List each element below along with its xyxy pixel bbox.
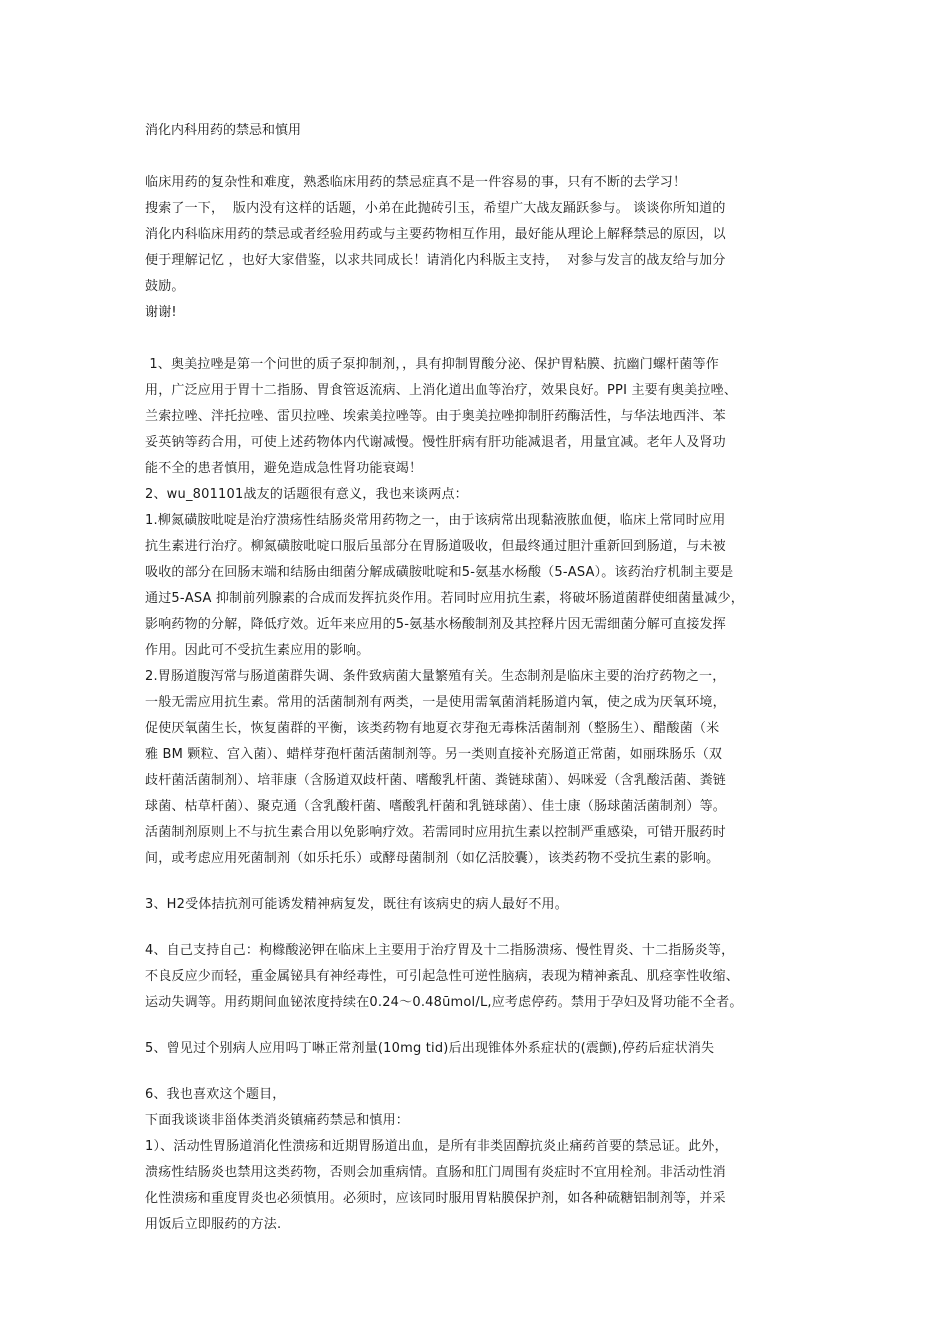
- intro-line: 鼓励。: [145, 279, 185, 294]
- intro-line: 便于理解记忆 ，也好大家借鉴，以求共同成长！请消化内科版主支持， 对参与发言的战友给与加分: [145, 253, 726, 268]
- section1-line: 通过5-ASA 抑制前列腺素的合成而发挥抗炎作用。若同时应用抗生素，将破坏肠道菌群使细菌量减少，: [145, 591, 744, 606]
- section1-line: 雅 BM 颗粒、宫入菌）、蜡样芽孢杆菌活菌制剂等。另一类则直接补充肠道正常菌，如丽珠肠乐（双: [145, 747, 723, 762]
- document-page: [145, 118, 809, 1238]
- section1-line: 兰索拉唑、泮托拉唑、雷贝拉唑、埃索美拉唑等。由于奥美拉唑抑制肝药酶活性，与华法地西泮、苯: [145, 409, 726, 424]
- section4-line: 不良反应少而轻，重金属铋具有神经毒性，可引起急性可逆性脑病，表现为精神紊乱、肌痉挛性收缩、: [145, 969, 740, 984]
- section1-line: 活菌制剂原则上不与抗生素合用以免影响疗效。若需同时应用抗生素以控制严重感染，可错开服药时: [145, 825, 726, 840]
- document-title: 消化内科用药的禁忌和慎用: [145, 123, 302, 138]
- section6-line: 溃疡性结肠炎也禁用这类药物，否则会加重病情。直肠和肛门周围有炎症时不宜用栓剂。非活动性消: [145, 1165, 726, 1180]
- section1-line: 影响药物的分解，降低疗效。近年来应用的5-氨基水杨酸制剂及其控释片因无需细菌分解可直接发挥: [145, 617, 726, 632]
- section6-line: 用饭后立即服药的方法.: [145, 1217, 282, 1232]
- section-6: [145, 1082, 809, 1238]
- section1-line: 能不全的患者慎用，避免造成急性肾功能衰竭！: [145, 461, 423, 476]
- intro-line: 临床用药的复杂性和难度，熟悉临床用药的禁忌症真不是一件容易的事，只有不断的去学习！: [145, 175, 687, 190]
- section1-line: 用，广泛应用于胃十二指肠、胃食管返流病、上消化道出血等治疗，效果良好。PPI 主要有奥美拉唑、: [145, 383, 738, 398]
- section1-line: 2.胃肠道腹泻常与肠道菌群失调、条件致病菌大量繁殖有关。生态制剂是临床主要的治疗药物之一，: [145, 669, 726, 684]
- section1-line: 作用。因此可不受抗生素应用的影响。: [145, 643, 370, 658]
- section6-line: 化性溃疡和重度胃炎也必须慎用。必须时，应该同时服用胃粘膜保护剂，如各种硫糖铝制剂等，并采: [145, 1191, 726, 1206]
- intro-line: 谢谢!: [145, 305, 177, 320]
- section1-line: 一般无需应用抗生素。常用的活菌制剂有两类，一是使用需氧菌消耗肠道内氧，使之成为厌氧环境，: [145, 695, 726, 710]
- section1-line: 妥英钠等药合用，可使上述药物体内代谢减慢。慢性肝病有肝功能减退者，用量宜减。老年人及肾功: [145, 435, 726, 450]
- section1-line: 歧杆菌活菌制剂）、培菲康（含肠道双歧杆菌、嗜酸乳杆菌、粪链球菌）、妈咪爱（含乳酸活菌、粪链: [145, 773, 727, 788]
- section1-line: 1、奥美拉唑是第一个问世的质子泵抑制剂，，具有抑制胃酸分泌、保护胃粘膜、抗幽门螺杆菌等作: [145, 357, 719, 372]
- section1-line: 1.柳氮磺胺吡啶是治疗溃疡性结肠炎常用药物之一，由于该病常出现黏液脓血便，临床上常同时应用: [145, 513, 726, 528]
- section-5: 5、曾见过个别病人应用吗丁啉正常剂量(10mg tid)后出现锥体外系症状的(震颤),停药后症状消失: [145, 1041, 715, 1056]
- section4-line: 4、自己支持自己：枸橼酸泌钾在临床上主要用于治疗胃及十二指肠溃疡、慢性胃炎、十二指肠炎等，: [145, 943, 735, 958]
- section1-line: 抗生素进行治疗。柳氮磺胺吡啶口服后虽部分在胃肠道吸收，但最终通过胆汁重新回到肠道，与未被: [145, 539, 726, 554]
- intro-line: 消化内科临床用药的禁忌或者经验用药或与主要药物相互作用，最好能从理论上解释禁忌的原因，以: [145, 227, 726, 242]
- section-3: 3、H2受体拮抗剂可能诱发精神病复发，既往有该病史的病人最好不用。: [145, 897, 568, 912]
- section1-line: 球菌、枯草杆菌）、聚克通（含乳酸杆菌、嗜酸乳杆菌和乳链球菌）、佳士康（肠球菌活菌制剂）等。: [145, 799, 727, 814]
- section1-line: 吸收的部分在回肠末端和结肠由细菌分解成磺胺吡啶和5-氨基水杨酸（5-ASA）。该药治疗机制主要是: [145, 565, 734, 580]
- section4-line: 运动失调等。用药期间血铋浓度持续在0.24～0.48ūmol/L,应考虑停药。禁用于孕妇及肾功能不全者。: [145, 995, 743, 1010]
- section6-line: 下面我谈谈非甾体类消炎镇痛药禁忌和慎用：: [145, 1113, 410, 1128]
- section6-line: 1）、活动性胃肠道消化性溃疡和近期胃肠道出血，是所有非类固醇抗炎止痛药首要的禁忌证。此外，: [145, 1139, 728, 1154]
- section6-line: 6、我也喜欢这个题目，: [145, 1087, 286, 1102]
- intro-paragraph: [145, 170, 809, 326]
- section-4: [145, 938, 809, 1016]
- section1-line: 间，或考虑应用死菌制剂（如乐托乐）或酵母菌制剂（如亿活胶囊），该类药物不受抗生素的影响。: [145, 851, 720, 866]
- intro-line: 搜索了一下， 版内没有这样的话题，小弟在此抛砖引玉，希望广大战友踊跃参与。 谈谈你所知道的: [145, 201, 726, 216]
- section1-line: 2、wu_801101战友的话题很有意义，我也来谈两点：: [145, 487, 468, 502]
- section1-line: 促使厌氧菌生长，恢复菌群的平衡，该类药物有地夏衣芽孢无毒株活菌制剂（整肠生）、醋酸菌（米: [145, 721, 720, 736]
- section-1: [145, 352, 809, 872]
